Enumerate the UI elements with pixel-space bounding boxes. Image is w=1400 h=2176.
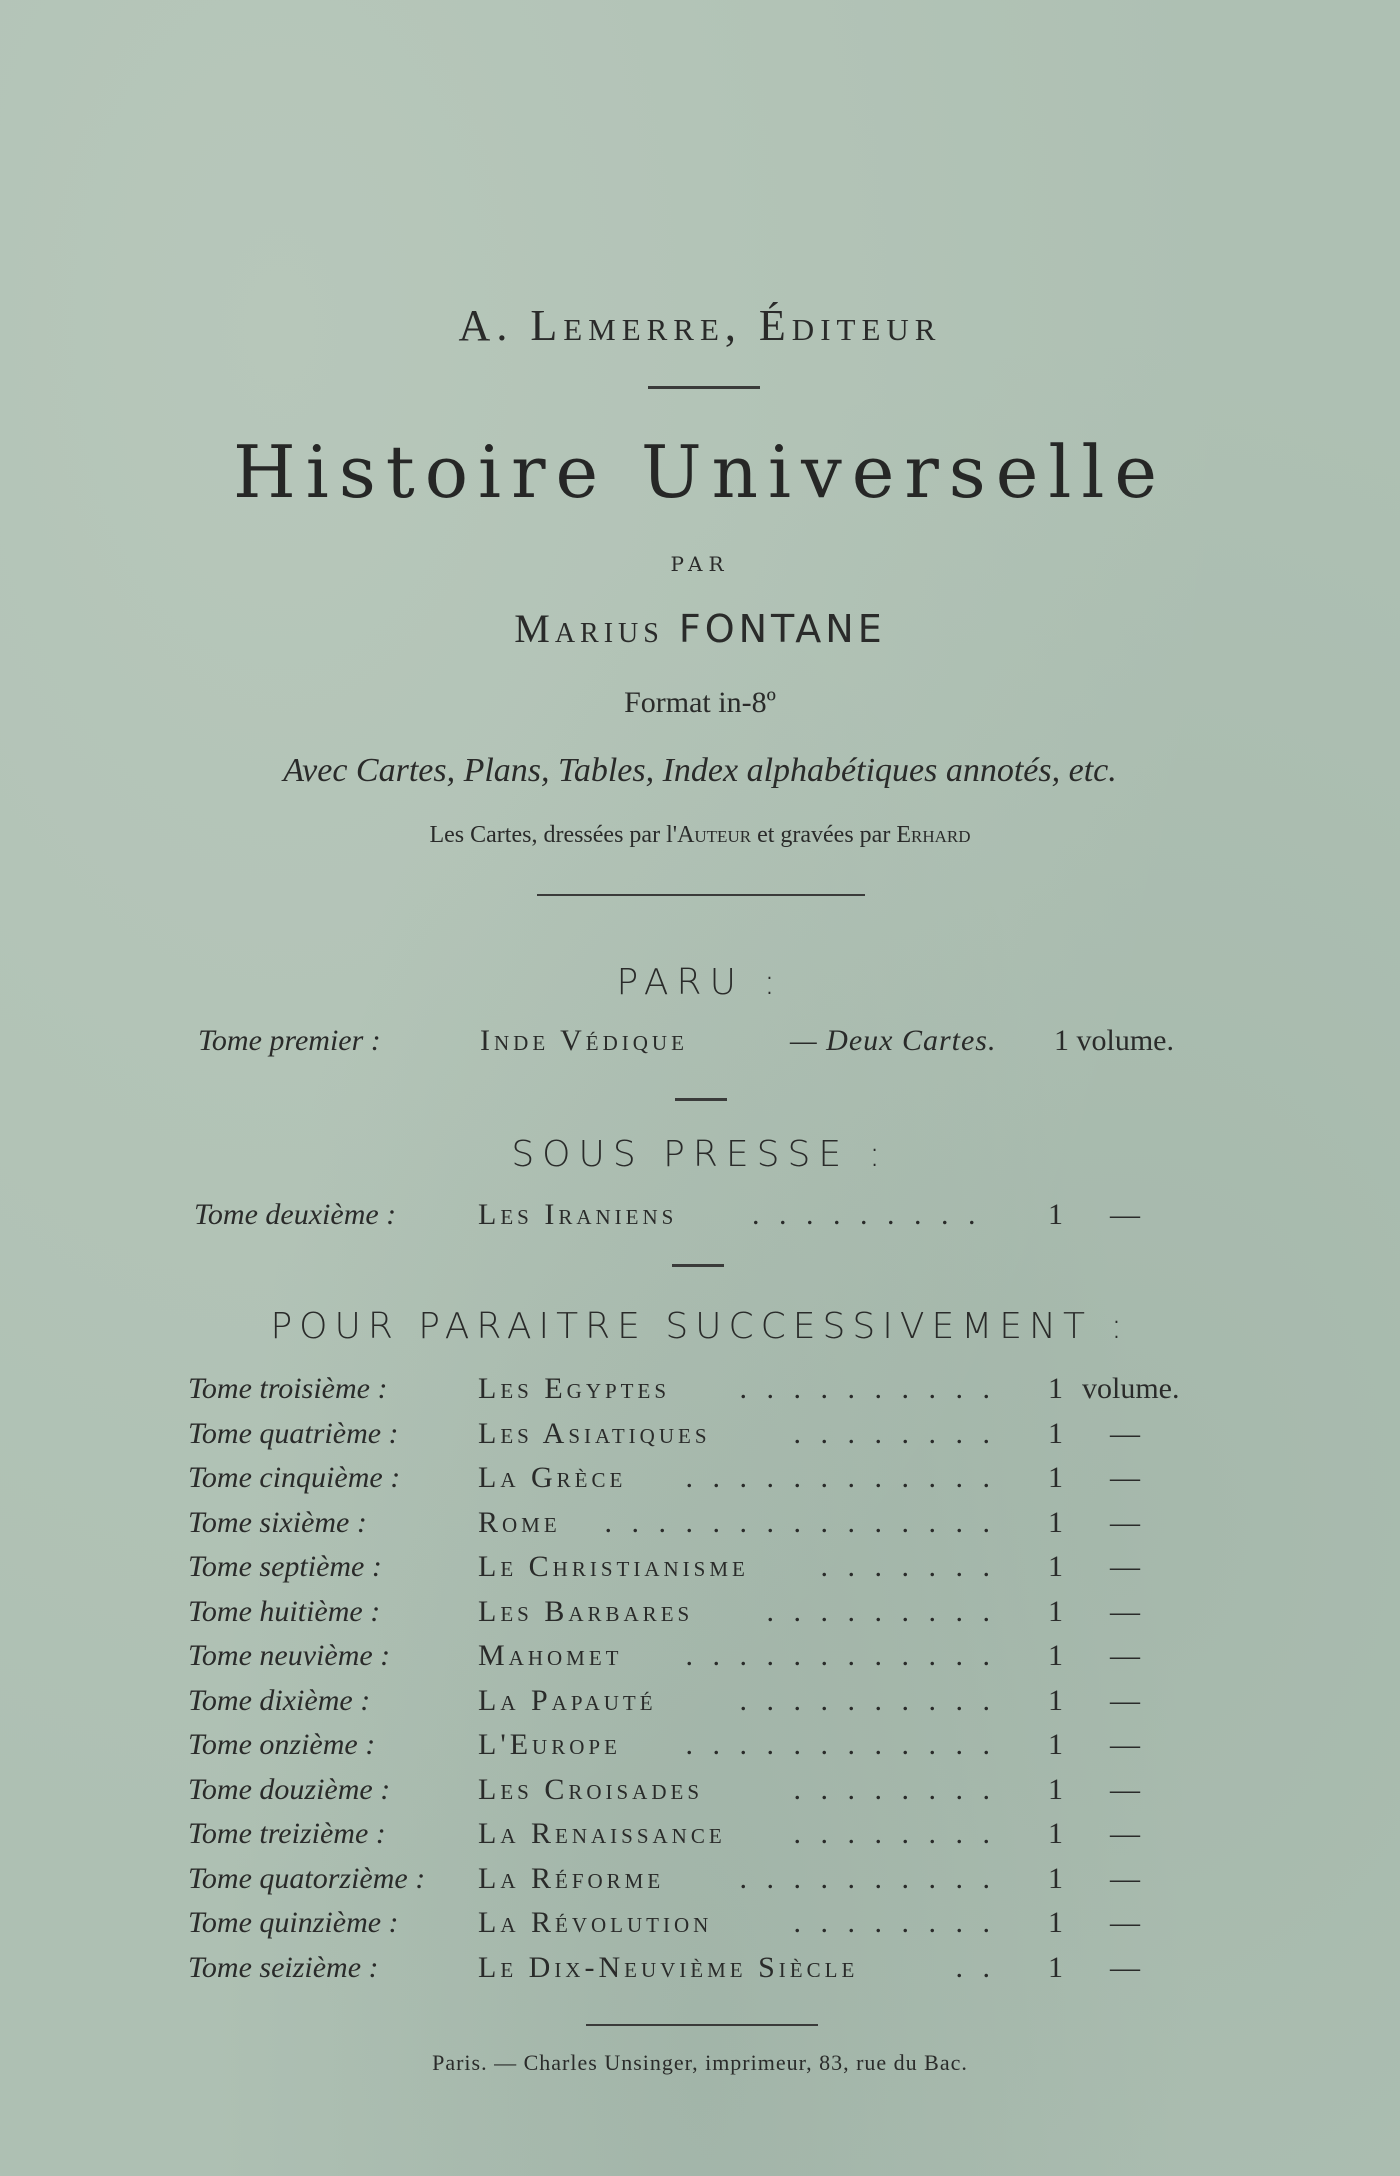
- section-successive-heading: POUR PARAITRE SUCCESSIVEMENT :: [270, 1306, 1130, 1347]
- volume-unit: —: [1110, 1416, 1140, 1450]
- volume-unit: —: [1110, 1594, 1140, 1628]
- volume-count: 1: [1048, 1906, 1063, 1939]
- volume-title: Les Egyptes: [478, 1372, 671, 1405]
- volume-title: Les Barbares: [478, 1594, 694, 1628]
- volume-row: [0, 1372, 1400, 1416]
- volume-title: L'Europe: [478, 1728, 621, 1761]
- volume-row: [0, 1506, 1400, 1550]
- divider-sous-presse: [672, 1264, 724, 1267]
- divider-short: [648, 386, 760, 389]
- tome-label: Tome premier :: [198, 1024, 381, 1057]
- volume-unit: volume.: [1082, 1372, 1180, 1405]
- author-first-name: Marius: [514, 606, 664, 651]
- volume-unit: —: [1110, 1861, 1140, 1895]
- volume-unit: —: [1110, 1639, 1140, 1672]
- tome-label: Tome dixième :: [188, 1683, 371, 1717]
- leader-dots: . . . . . . . . .: [766, 1594, 996, 1628]
- volume-count: 1: [1048, 1728, 1063, 1761]
- volume-row: [0, 1773, 1400, 1817]
- features-line: Avec Cartes, Plans, Tables, Index alphabétiques annotés, etc.: [283, 752, 1117, 789]
- volume-unit: —: [1110, 1728, 1140, 1761]
- leader-dots: . . . . . . . .: [793, 1416, 996, 1450]
- volume-title: La Réforme: [478, 1861, 665, 1895]
- volume-count: 1: [1048, 1198, 1063, 1231]
- volume-count: 1: [1048, 1950, 1063, 1984]
- sous-presse-row: [0, 1198, 1400, 1242]
- volume-title: Le Christianisme: [478, 1550, 749, 1583]
- author-last-name: FONTANE: [678, 607, 886, 651]
- leader-dots: . . . . . . . . . . . .: [685, 1728, 996, 1761]
- volume-count: 1: [1048, 1683, 1063, 1717]
- volume-row: [0, 1417, 1400, 1461]
- volume-count: 1: [1048, 1505, 1063, 1539]
- tome-label: Tome cinquième :: [188, 1461, 401, 1494]
- volume-count: 1: [1048, 1461, 1063, 1494]
- volume-count: 1: [1048, 1594, 1063, 1628]
- leader-dots: . . . . . . . . . .: [739, 1683, 996, 1717]
- volume-unit: —: [1110, 1505, 1140, 1539]
- volume-count: 1: [1048, 1817, 1063, 1850]
- volume-unit: —: [1110, 1683, 1140, 1717]
- book-title: Histoire Universelle: [233, 430, 1167, 514]
- tome-label: Tome seizième :: [188, 1950, 379, 1984]
- volume-unit: —: [1110, 1550, 1140, 1583]
- leader-dots: . . . . . . . .: [793, 1906, 996, 1939]
- volume-row: [0, 1595, 1400, 1639]
- divider-paru: [675, 1098, 727, 1101]
- tome-label: Tome quatrième :: [188, 1416, 399, 1450]
- leader-dots: . . . . . . . .: [793, 1817, 996, 1850]
- volume-count: 1: [1048, 1861, 1063, 1895]
- volume-unit: —: [1110, 1906, 1140, 1939]
- volume-title: La Papauté: [478, 1683, 657, 1717]
- tome-label: Tome quinzième :: [188, 1906, 399, 1939]
- volume-title: Inde Védique: [480, 1024, 688, 1057]
- credits-lead: Les Cartes, dressées par l': [429, 822, 678, 848]
- volume-row: [0, 1461, 1400, 1505]
- tome-label: Tome douzième :: [188, 1772, 391, 1806]
- volume-unit: —: [1110, 1817, 1140, 1850]
- volume-count: 1: [1048, 1639, 1063, 1672]
- volume-title: Mahomet: [478, 1639, 623, 1672]
- volume-title: Les Asiatiques: [478, 1416, 711, 1450]
- volume-row: [0, 1550, 1400, 1594]
- leader-dots: . . . . . . . . . . . .: [685, 1639, 996, 1672]
- section-paru-heading: PARU :: [616, 962, 784, 1003]
- credits-middle: et gravées par: [751, 822, 897, 848]
- volume-title: Les Iraniens: [478, 1198, 678, 1231]
- tome-label: Tome treizième :: [188, 1817, 386, 1850]
- volume-row: [0, 1862, 1400, 1906]
- volume-title: La Grèce: [478, 1461, 627, 1494]
- section-sous-presse-heading: SOUS PRESSE :: [511, 1134, 889, 1175]
- leader-dots: . . . . . . .: [820, 1550, 996, 1583]
- leader-dots: . .: [955, 1950, 996, 1984]
- volume-count: 1: [1048, 1372, 1063, 1405]
- leader-dots: . . . . . . . . .: [752, 1198, 982, 1231]
- leader-dots: . . . . . . . . . . . .: [685, 1461, 996, 1494]
- volume-count: 1: [1048, 1772, 1063, 1806]
- volume-count: 1: [1048, 1416, 1063, 1450]
- volume-unit: —: [1110, 1461, 1140, 1494]
- volume-count: 1 volume.: [1054, 1024, 1174, 1057]
- volume-row: [0, 1639, 1400, 1683]
- leader-dots: . . . . . . . . . . . . . . .: [604, 1505, 996, 1539]
- tome-label: Tome deuxième :: [194, 1198, 397, 1231]
- printer-footer: Paris. — Charles Unsinger, imprimeur, 83, rue du Bac.: [432, 2050, 968, 2075]
- volume-row: [0, 1684, 1400, 1728]
- credits-author-ref: Auteur: [677, 822, 752, 848]
- volume-extra: — Deux Cartes.: [790, 1024, 997, 1057]
- by-label: PAR: [670, 552, 730, 576]
- divider-footer: [586, 2024, 818, 2026]
- volume-title: Rome: [478, 1505, 561, 1539]
- credits-line: [0, 822, 1400, 849]
- publisher-line: A. Lemerre, Éditeur: [458, 301, 942, 350]
- tome-label: Tome sixième :: [188, 1505, 367, 1539]
- volume-title: Les Croisades: [478, 1772, 704, 1806]
- leader-dots: . . . . . . . . . .: [739, 1861, 996, 1895]
- tome-label: Tome septième :: [188, 1550, 382, 1583]
- volume-row: [0, 1906, 1400, 1950]
- credits-engraver: Erhard: [896, 822, 971, 848]
- volume-title: La Révolution: [478, 1906, 713, 1939]
- format-line: Format in-8º: [624, 686, 776, 719]
- volume-row: [0, 1728, 1400, 1772]
- volume-unit: —: [1110, 1772, 1140, 1806]
- volume-title: La Renaissance: [478, 1817, 726, 1850]
- tome-label: Tome onzième :: [188, 1728, 376, 1761]
- leader-dots: . . . . . . . .: [793, 1772, 996, 1806]
- volume-row: [0, 1817, 1400, 1861]
- volume-title: Le Dix-Neuvième Siècle: [478, 1950, 859, 1984]
- tome-label: Tome huitième :: [188, 1594, 381, 1628]
- volume-count: 1: [1048, 1550, 1063, 1583]
- volume-unit: —: [1110, 1198, 1140, 1231]
- tome-label: Tome troisième :: [188, 1372, 388, 1405]
- volume-row: [0, 1951, 1400, 1995]
- volume-unit: —: [1110, 1950, 1140, 1984]
- divider-double: [537, 894, 865, 896]
- leader-dots: . . . . . . . . . .: [739, 1372, 996, 1405]
- tome-label: Tome neuvième :: [188, 1639, 391, 1672]
- author-name: [0, 605, 1400, 652]
- tome-label: Tome quatorzième :: [188, 1861, 426, 1895]
- paru-row: [0, 1024, 1400, 1068]
